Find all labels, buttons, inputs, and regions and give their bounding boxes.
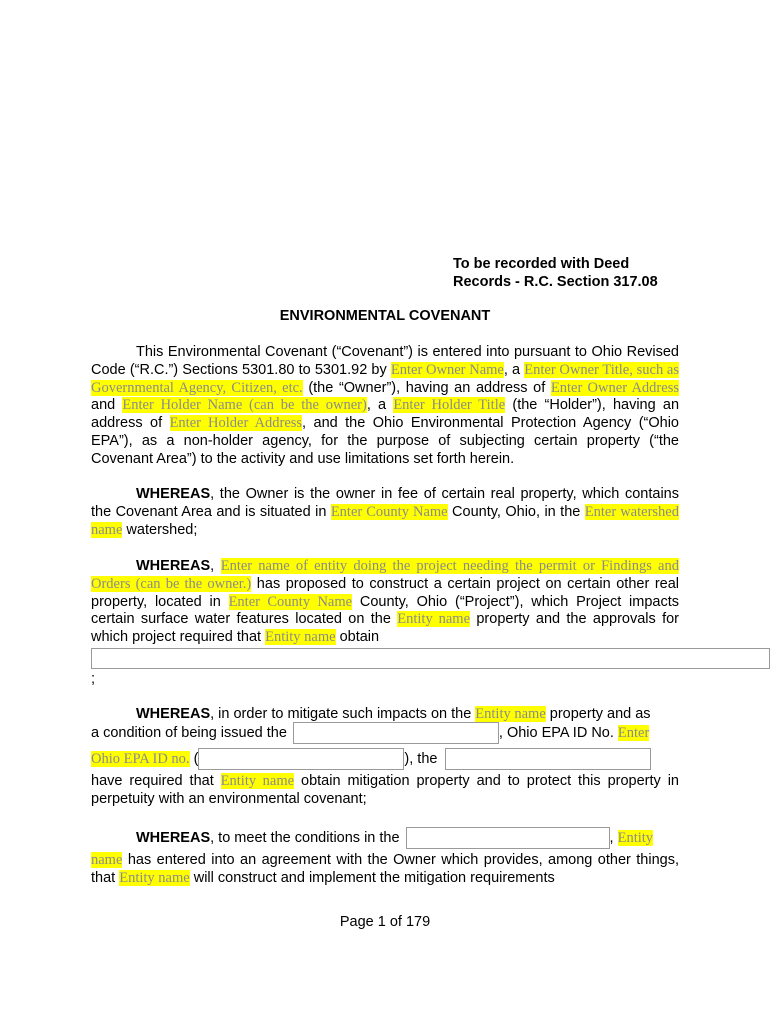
whereas-label: WHEREAS — [136, 558, 211, 574]
whereas-paragraph-1 — [91, 486, 679, 539]
entity-name-field[interactable]: Entity name — [220, 773, 295, 789]
whereas1-text-3: watershed; — [122, 521, 198, 538]
whereas-paragraph-2 — [91, 558, 679, 647]
whereas2-text-3: property and the approvals for which project required that — [91, 611, 679, 646]
whereas2-text-1: has proposed to construct a certain project on certain other real property, located in — [91, 575, 679, 610]
whereas4-text-2: , — [609, 829, 618, 846]
entity-name-field[interactable]: Entity name — [475, 706, 546, 722]
document-title: ENVIRONMENTAL COVENANT — [279, 308, 491, 324]
whereas-paragraph-3-line2 — [91, 722, 681, 744]
entity-name-field[interactable]: Entity name — [265, 629, 336, 646]
intro-text-5: , a — [366, 397, 394, 414]
approvals-input[interactable] — [91, 648, 770, 669]
whereas-paragraph-3-line3 — [91, 748, 691, 770]
entity-name-field[interactable]: name — [91, 852, 123, 868]
whereas2-text-4: obtain — [335, 629, 380, 646]
whereas2-text-2: County, Ohio (“Project”), which Project impacts certain surface water features located on the — [91, 593, 680, 628]
intro-paragraph — [91, 344, 679, 469]
whereas-paragraph-3-line1 — [91, 705, 679, 723]
issuing-agency-input[interactable] — [445, 748, 651, 770]
recording-note-line2: Records - R.C. Section 317.08 — [453, 274, 658, 290]
intro-text-4: and — [91, 397, 123, 414]
whereas-paragraph-4-rest — [91, 852, 679, 888]
whereas3-text-3: , Ohio EPA ID No. — [498, 724, 618, 741]
epa-id-field[interactable]: Ohio EPA ID no. — [91, 750, 190, 767]
whereas-label: WHEREAS — [136, 829, 211, 846]
owner-name-field[interactable]: Enter Owner Name — [390, 361, 504, 378]
conditions-document-input[interactable] — [406, 827, 610, 849]
entity-name-field[interactable]: Entity name — [119, 869, 190, 886]
intro-text-7: , and the Ohio Environmental Protection Agency (“Ohio EPA”), as a non-holder agency, for the purpose of subjecting certain property (“the Covenant Area”) to the activity and use limitations set forth herein. — [91, 415, 679, 467]
holder-title-field[interactable]: Enter Holder Title — [393, 397, 506, 414]
epa-id-field-enter[interactable]: Enter — [617, 724, 650, 741]
recording-note — [453, 255, 713, 291]
whereas4-text-1: , to meet the conditions in the — [210, 829, 400, 846]
whereas1-text-2: County, Ohio, in the — [447, 503, 585, 520]
county-name-field[interactable]: Enter County Name — [330, 503, 448, 520]
entity-name-field[interactable]: Entity name — [397, 611, 471, 628]
whereas3-text-7: obtain mitigation property and to protect this property in perpetuity with an environmental covenant; — [91, 773, 679, 807]
holder-name-field[interactable]: Enter Holder Name (can be the owner) — [122, 397, 367, 414]
permit-name-input[interactable] — [293, 722, 499, 744]
whereas4-text-3: has entered into an agreement with the Owner which provides, among other things, that — [91, 852, 679, 886]
whereas2-text-0: , — [210, 558, 221, 574]
whereas3-text-5: ), the — [404, 750, 438, 767]
whereas4-text-4: will construct and implement the mitigation requirements — [189, 869, 555, 886]
project-entity-field[interactable]: Enter name of entity doing the project needing the permit or Findings and Orders (can be the owner.) — [91, 558, 679, 592]
county-name-field[interactable]: Enter County Name — [228, 593, 353, 610]
whereas3-text-4: ( — [189, 750, 199, 767]
page-number: Page 1 of 179 — [339, 914, 431, 930]
whereas-paragraph-3-line4 — [91, 773, 679, 809]
intro-text-6: (the “Holder”), having an address of — [91, 397, 680, 432]
approvals-semicolon: ; — [91, 671, 96, 687]
whereas-label: WHEREAS — [136, 706, 211, 722]
whereas3-text-6: have required that — [91, 773, 221, 789]
whereas3-text-1: , in order to mitigate such impacts on the — [210, 706, 476, 722]
whereas3-text-2: property and as — [545, 706, 651, 722]
holder-address-field[interactable]: Enter Holder Address — [169, 415, 303, 432]
whereas-paragraph-4-line1 — [91, 827, 681, 849]
whereas3-text-2b: a condition of being issued the — [91, 724, 287, 741]
intro-text-3: (the “Owner”), having an address of — [302, 379, 551, 396]
intro-text-2: , a — [503, 361, 525, 378]
whereas1-text-1: , the Owner is the owner in fee of certain real property, which contains the Covenant Area and is situated in — [91, 486, 679, 520]
recording-note-line1: To be recorded with Deed — [453, 256, 630, 272]
watershed-name-field[interactable]: Enter watershed name — [91, 503, 679, 538]
permit-date-input[interactable] — [198, 748, 404, 770]
owner-address-field[interactable]: Enter Owner Address — [550, 379, 679, 396]
owner-title-field[interactable]: Enter Owner Title, such as Governmental Agency, Citizen, etc. — [91, 361, 680, 396]
entity-name-field[interactable]: Entity — [617, 829, 654, 846]
intro-text-1: This Environmental Covenant (“Covenant”) is entered into pursuant to Ohio Revised Code (“R.C.”) Sections 5301.80 to 5301.92 by — [91, 344, 679, 378]
whereas-label: WHEREAS — [136, 486, 211, 502]
